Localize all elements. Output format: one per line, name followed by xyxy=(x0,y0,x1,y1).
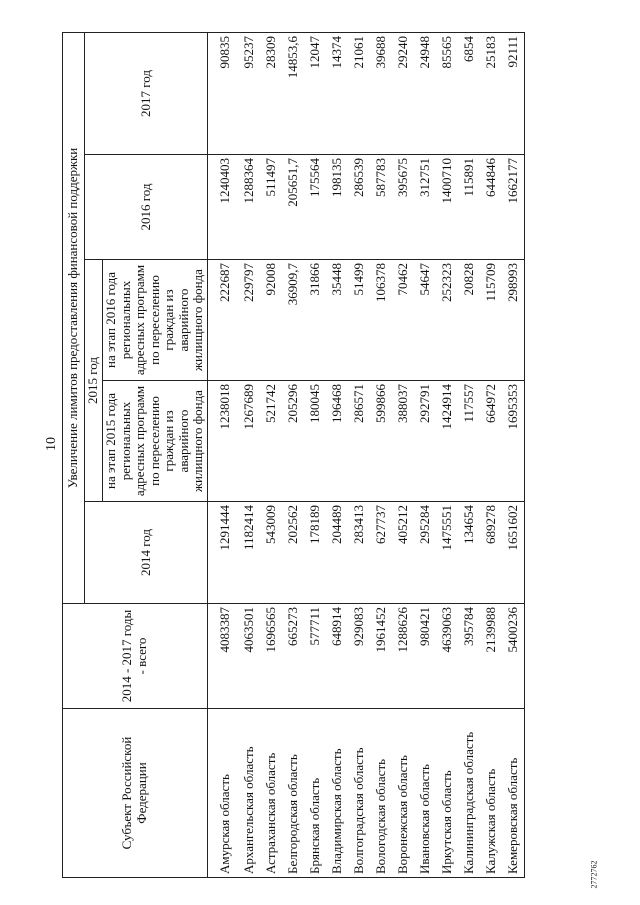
table-row xyxy=(304,32,326,877)
cell-subject: Вологодская область xyxy=(370,709,392,878)
cell-2014: 202562 xyxy=(282,502,304,604)
cell-2017: 90835 xyxy=(207,32,238,154)
cell-2016: 1662177 xyxy=(502,155,525,260)
cell-stage-2015: 1267689 xyxy=(238,381,260,502)
cell-stage-2016: 298993 xyxy=(502,260,525,381)
cell-stage-2015: 205296 xyxy=(282,381,304,502)
cell-2014: 627737 xyxy=(370,502,392,604)
cell-total: 648914 xyxy=(326,604,348,709)
cell-2014: 1182414 xyxy=(238,502,260,604)
cell-2014: 689278 xyxy=(480,502,502,604)
header-stage-2015: на этап 2015 года региональных адресных программ по переселению граждан из аварийного жилищного фонда xyxy=(103,381,208,502)
cell-2017: 14853,6 xyxy=(282,32,304,154)
cell-2017: 25183 xyxy=(480,32,502,154)
cell-total: 577711 xyxy=(304,604,326,709)
header-increase: Увеличение лимитов предоставления финансовой поддержки xyxy=(63,32,85,603)
cell-stage-2015: 1424914 xyxy=(436,381,458,502)
cell-2016: 205651,7 xyxy=(282,155,304,260)
cell-2016: 587783 xyxy=(370,155,392,260)
cell-stage-2015: 117557 xyxy=(458,381,480,502)
table-row xyxy=(436,32,458,877)
cell-2014: 1291444 xyxy=(207,502,238,604)
cell-subject: Волгоградская область xyxy=(348,709,370,878)
cell-2017: 85565 xyxy=(436,32,458,154)
cell-2017: 39688 xyxy=(370,32,392,154)
table-row xyxy=(370,32,392,877)
cell-subject: Владимирская область xyxy=(326,709,348,878)
cell-stage-2016: 92008 xyxy=(260,260,282,381)
cell-subject: Архангельская область xyxy=(238,709,260,878)
cell-2016: 644846 xyxy=(480,155,502,260)
header-stage-2016: на этап 2016 года региональных адресных программ по переселению граждан из аварийного жилищного фонда xyxy=(103,260,208,381)
cell-stage-2016: 229797 xyxy=(238,260,260,381)
cell-2014: 1651602 xyxy=(502,502,525,604)
cell-2016: 312751 xyxy=(414,155,436,260)
cell-stage-2015: 388037 xyxy=(392,381,414,502)
cell-2017: 12047 xyxy=(304,32,326,154)
cell-2017: 14374 xyxy=(326,32,348,154)
cell-stage-2016: 252323 xyxy=(436,260,458,381)
cell-2017: 6854 xyxy=(458,32,480,154)
cell-subject: Ивановская область xyxy=(414,709,436,878)
cell-total: 395784 xyxy=(458,604,480,709)
cell-2014: 405212 xyxy=(392,502,414,604)
table-row xyxy=(392,32,414,877)
cell-2016: 1400710 xyxy=(436,155,458,260)
cell-total: 1288626 xyxy=(392,604,414,709)
cell-stage-2015: 180045 xyxy=(304,381,326,502)
cell-subject: Воронежская область xyxy=(392,709,414,878)
cell-total: 2139988 xyxy=(480,604,502,709)
page-number: 10 xyxy=(44,437,59,451)
cell-stage-2016: 115709 xyxy=(480,260,502,381)
cell-subject: Кемеровская область xyxy=(502,709,525,878)
header-2014: 2014 год xyxy=(85,502,208,604)
cell-stage-2016: 54647 xyxy=(414,260,436,381)
cell-2017: 24948 xyxy=(414,32,436,154)
cell-2014: 283413 xyxy=(348,502,370,604)
header-2016: 2016 год xyxy=(85,155,208,260)
cell-total: 4063501 xyxy=(238,604,260,709)
cell-2016: 286539 xyxy=(348,155,370,260)
table-row xyxy=(502,32,525,877)
cell-stage-2016: 106378 xyxy=(370,260,392,381)
cell-2016: 198135 xyxy=(326,155,348,260)
table-row xyxy=(207,32,238,877)
cell-subject: Иркутская область xyxy=(436,709,458,878)
cell-2014: 178189 xyxy=(304,502,326,604)
cell-2016: 395675 xyxy=(392,155,414,260)
cell-2014: 1475551 xyxy=(436,502,458,604)
cell-2014: 543009 xyxy=(260,502,282,604)
cell-2014: 134654 xyxy=(458,502,480,604)
table-row xyxy=(458,32,480,877)
header-subject: Субъект Российской Федерации xyxy=(63,709,208,878)
cell-total: 1961452 xyxy=(370,604,392,709)
cell-subject: Белгородская область xyxy=(282,709,304,878)
rotated-table-container xyxy=(62,33,627,878)
cell-stage-2016: 222687 xyxy=(207,260,238,381)
table-row xyxy=(348,32,370,877)
table-body xyxy=(207,32,524,877)
table-row xyxy=(260,32,282,877)
cell-stage-2015: 286571 xyxy=(348,381,370,502)
cell-stage-2016: 35448 xyxy=(326,260,348,381)
cell-total: 980421 xyxy=(414,604,436,709)
table-row xyxy=(282,32,304,877)
cell-total: 929083 xyxy=(348,604,370,709)
cell-subject: Астраханская область xyxy=(260,709,282,878)
cell-2016: 1240403 xyxy=(207,155,238,260)
cell-stage-2015: 1695353 xyxy=(502,381,525,502)
cell-stage-2015: 521742 xyxy=(260,381,282,502)
cell-total: 665273 xyxy=(282,604,304,709)
cell-total: 1696565 xyxy=(260,604,282,709)
document-code: 2772762 xyxy=(589,860,599,889)
cell-stage-2015: 1238018 xyxy=(207,381,238,502)
cell-2016: 1288364 xyxy=(238,155,260,260)
cell-subject: Брянская область xyxy=(304,709,326,878)
table-row xyxy=(326,32,348,877)
cell-stage-2016: 36909,7 xyxy=(282,260,304,381)
header-2015: 2015 год xyxy=(85,260,103,502)
cell-total: 4083387 xyxy=(207,604,238,709)
cell-total: 5400236 xyxy=(502,604,525,709)
table-row xyxy=(480,32,502,877)
cell-stage-2016: 51499 xyxy=(348,260,370,381)
cell-2014: 295284 xyxy=(414,502,436,604)
cell-2017: 28309 xyxy=(260,32,282,154)
cell-subject: Амурская область xyxy=(207,709,238,878)
table-row xyxy=(414,32,436,877)
table-row xyxy=(238,32,260,877)
cell-2017: 92111 xyxy=(502,32,525,154)
cell-stage-2015: 196468 xyxy=(326,381,348,502)
financial-support-table xyxy=(62,32,525,878)
cell-stage-2016: 70462 xyxy=(392,260,414,381)
cell-subject: Калужская область xyxy=(480,709,502,878)
cell-stage-2015: 664972 xyxy=(480,381,502,502)
header-2017: 2017 год xyxy=(85,32,208,154)
cell-stage-2016: 20828 xyxy=(458,260,480,381)
cell-2016: 175564 xyxy=(304,155,326,260)
cell-stage-2015: 599866 xyxy=(370,381,392,502)
cell-2014: 204489 xyxy=(326,502,348,604)
cell-2017: 95237 xyxy=(238,32,260,154)
cell-subject: Калининградская область xyxy=(458,709,480,878)
header-total: 2014 - 2017 годы - всего xyxy=(63,604,208,709)
cell-2017: 29240 xyxy=(392,32,414,154)
cell-2016: 115891 xyxy=(458,155,480,260)
cell-2016: 511497 xyxy=(260,155,282,260)
cell-2017: 21061 xyxy=(348,32,370,154)
cell-stage-2016: 31866 xyxy=(304,260,326,381)
cell-stage-2015: 292791 xyxy=(414,381,436,502)
cell-total: 4639063 xyxy=(436,604,458,709)
